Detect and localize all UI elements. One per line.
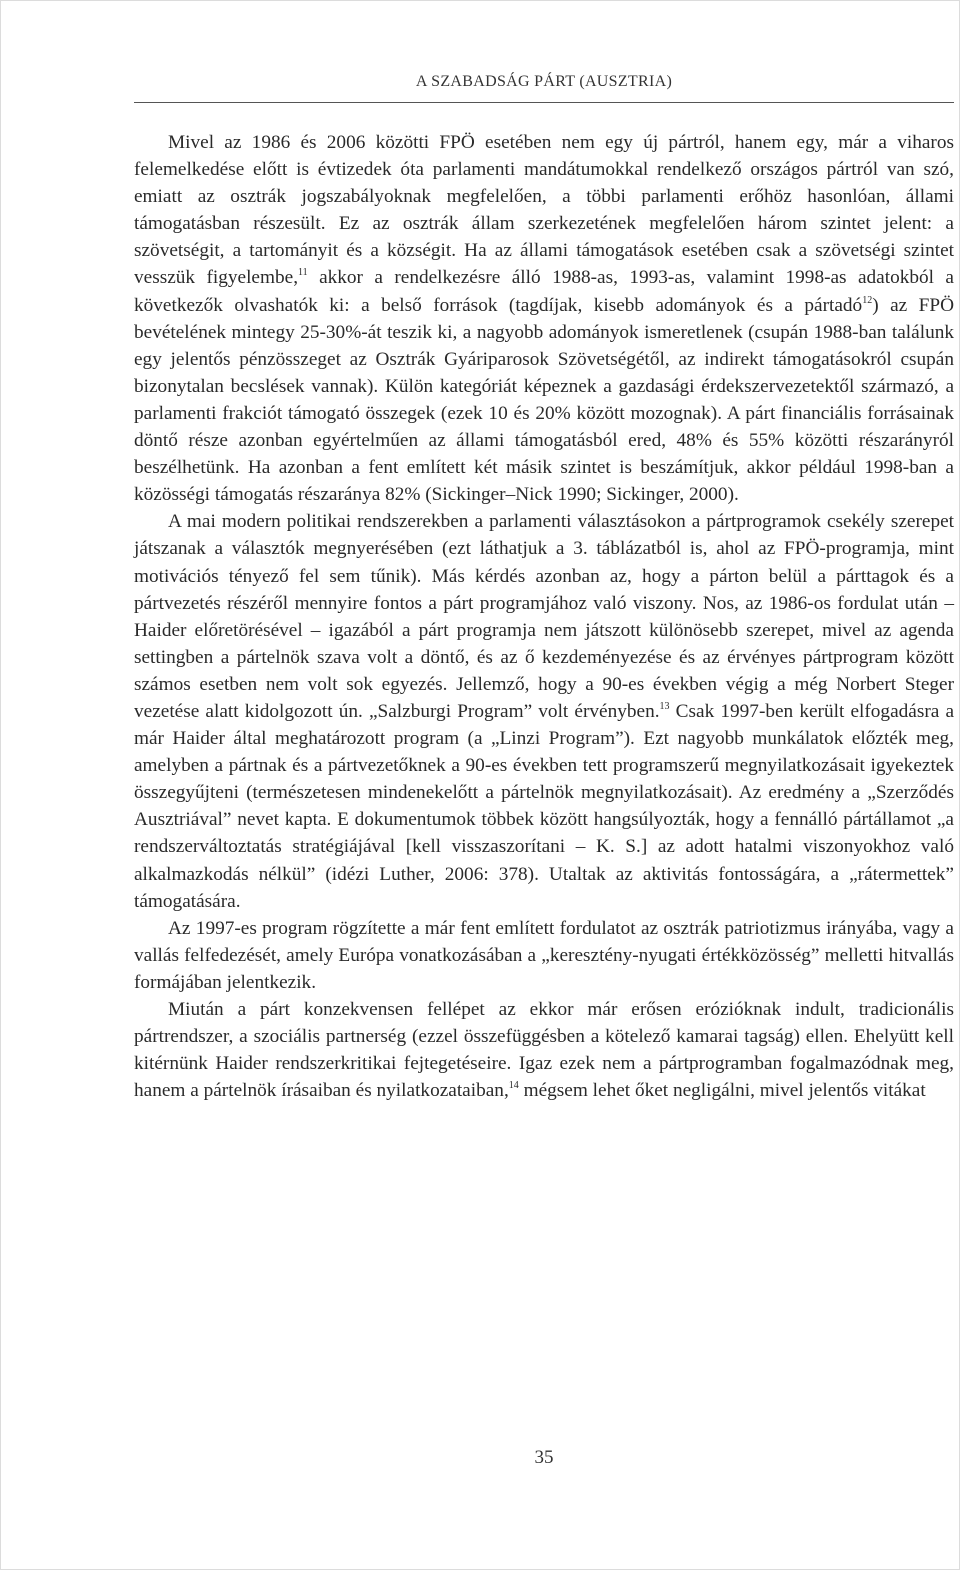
paragraph-text: mégsem lehet őket negligálni, mivel jelentős vitákat	[518, 1080, 926, 1102]
footnote-ref-13[interactable]: 13	[659, 700, 670, 712]
page-number: 35	[534, 1447, 554, 1468]
paragraph-1	[134, 129, 954, 508]
paragraph-text: Mivel az 1986 és 2006 közötti FPÖ esetében nem egy új pártról, hanem egy, már a viharos felemelkedése előtt is évtizedek óta parlamenti mandátumokkal rendelkező országos pártról van szó, emiatt az osztrák jogszabályoknak megfelelően, a többi parlamenti erőhöz hasonlóan, állami támogatásban részesült. Ez az osztrák állam szerkezetének megfelelően három szintet jelent: a szövetségit, a tartományit és a községit. Ha az állami támogatások esetében csak a szövetségi szintet vesszük figyelembe,	[134, 132, 954, 289]
paragraph-text: Miután a párt konzekvensen fellépet az ekkor már erősen erózióknak indult, tradicionális pártrendszer, a szociális partnerség (ezzel összefüggésben a kötelező kamarai tagság) ellen. Ehelyütt kell kitérnünk Haider rendszerkritikai fejtegetéseire. Igaz ezek nem a pártprogramban fogalmazódnak meg, hanem a pártelnök írásaiban és nyilatkozataiban,	[134, 999, 954, 1102]
footnote-ref-14[interactable]: 14	[508, 1080, 519, 1092]
paragraph-text: ) az FPÖ bevételének mintegy 25-30%-át teszik ki, a nagyobb adományok ismeretlenek (csupán 1988-ban találunk egy jelentős pénzösszeget az Osztrák Gyáriparosok Szövetségétől, az indirekt támogatásokról csupán bizonytalan becslések vannak). Külön kategóriát képeznek a gazdasági érdekszervezetektől származó, a parlamenti frakciót támogató összegek (ezek 10 és 20% között mozognak). A párt financiális forrásainak döntő része azonban egyértelműen az állami támogatásból ered, 48% és 55% közötti részarányról beszélhetünk. Ha azonban a fent említett két másik szintet is beszámítjuk, akkor például 1998-ban a közösségi támogatás részaránya 82% (Sickinger–Nick 1990; Sickinger, 2000).	[134, 294, 954, 506]
body-text	[134, 129, 954, 1104]
paragraph-3	[134, 915, 954, 996]
footnote-ref-11[interactable]: 11	[298, 267, 308, 279]
paragraph-text: akkor a rendelkezésre álló 1988-as, 1993-as, valamint 1998-as adatokból a következők olvashatók ki: a belső források (tagdíjak, kisebb adományok és a pártadó	[134, 267, 954, 316]
footnote-ref-12[interactable]: 12	[862, 294, 873, 306]
paragraph-text: A mai modern politikai rendszerekben a parlamenti választásokon a pártprogramok csekély szerepet játszanak a választók megnyerésében (ezt láthatjuk a 3. táblázatból is, ahol az FPÖ-programja, mint motivációs tényező fel sem tűnik). Más kérdés azonban az, hogy a párton belül a párttagok és a pártvezetés részéről mennyire fontos a párt programjához való viszony. Nos, az 1986-os fordulat után – Haider előretörésével – igazából a párt programja nem játszott különösebb szerepet, mivel az agenda settingben a pártelnök szava volt a döntő, és az ő kezdeményezése és az érvényes pártprogram között számos esetben nem volt sok egyezés. Jellemző, hogy a 90-es években végig a még Norbert Steger vezetése alatt kidolgozott ún. „Salzburgi Program” volt érvényben.	[134, 511, 954, 722]
paragraph-text: Az 1997-es program rögzítette a már fent említett fordulatot az osztrák patriotizmus irányába, vagy a vallás felfedezését, amely Európa vonatkozásában a „keresztény-nyugati értékközösség” melletti hitvallás formájában jelentkezik.	[134, 917, 954, 993]
running-head: A SZABADSÁG PÁRT (AUSZTRIA)	[415, 73, 673, 90]
header-rule	[134, 102, 954, 103]
paragraph-2	[134, 508, 954, 914]
paragraph-4	[134, 996, 954, 1104]
paragraph-text: Csak 1997-ben került elfogadásra a már Haider által meghatározott program (a „Linzi Program”). Ezt nagyobb munkálatok előzték meg, amelyben a pártnak és a pártvezetőknek a 90-es években tett programszerű megnyilatkozásait igyekeztek összegyűjteni (természetesen mindenekelőtt a pártelnök megnyilatkozásait). Az eredmény a „Szerződés Ausztriával” nevet kapta. E dokumentumok többek között hangsúlyozták, hogy a fennálló pártállamot „a rendszerváltoztatás stratégiájával [kell visszaszorítani – K. S.] az adott hatalmi viszonyokhoz való alkalmazkodás nélkül” (idézi Luther, 2006: 378). Utaltak az aktivitás fontosságára, a „rátermettek” támogatására.	[134, 700, 954, 912]
